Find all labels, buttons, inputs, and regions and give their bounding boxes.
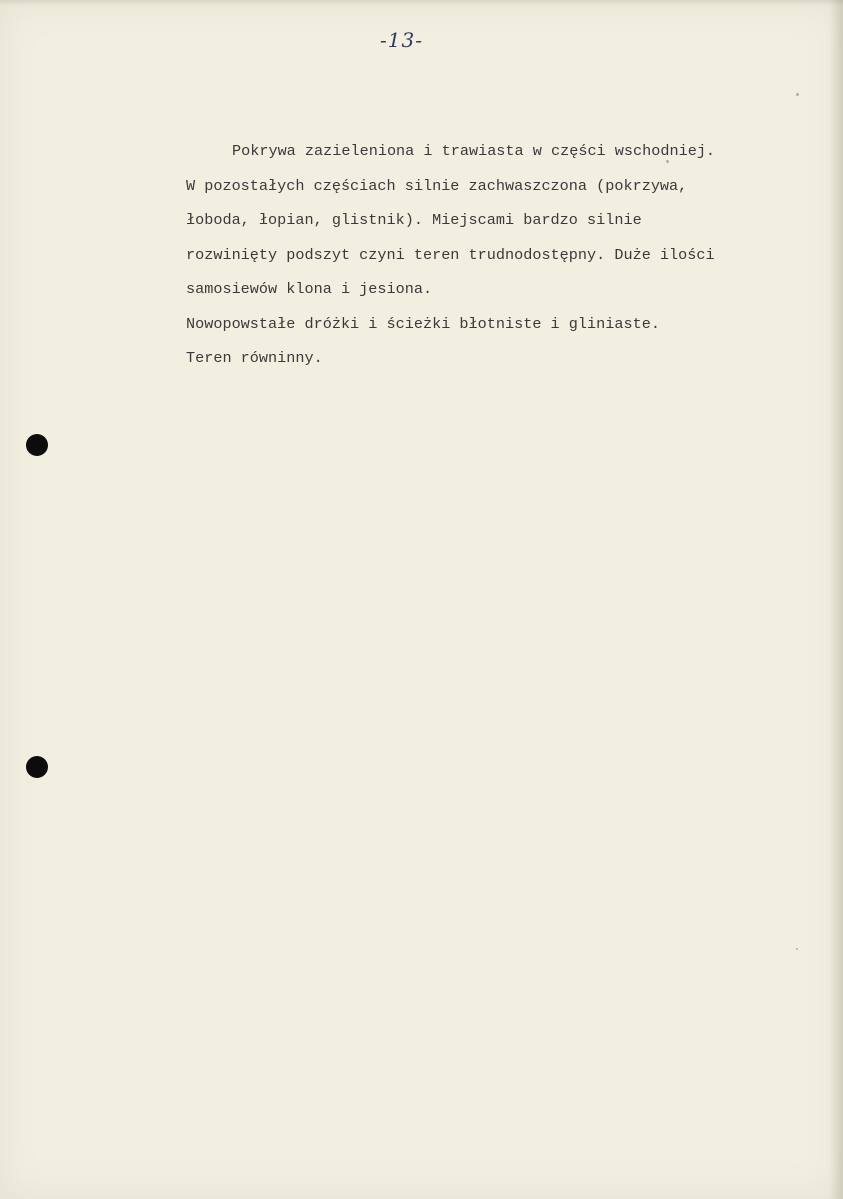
text-line: rozwinięty podszyt czyni teren trudnodostępny. Duże ilości: [186, 245, 715, 264]
typewritten-text: [186, 134, 796, 376]
text-line: samosiewów klona i jesiona.: [186, 280, 433, 298]
punch-hole: [26, 434, 48, 456]
text-line: łoboda, łopian, glistnik). Miejscami bardzo silnie: [186, 211, 642, 229]
paper-speck: [796, 948, 798, 950]
paper-right-edge: [829, 0, 843, 1199]
text-line: Nowopowstałe dróżki i ścieżki błotniste i gliniaste.: [186, 314, 660, 333]
paper-speck: [796, 93, 799, 96]
punch-hole: [26, 756, 48, 778]
text-line: W pozostałych częściach silnie zachwaszczona (pokrzywa,: [186, 176, 688, 195]
paper-top-edge: [0, 0, 843, 6]
text-line: Pokrywa zazieleniona i trawiasta w części wschodniej.: [232, 142, 716, 160]
text-line: Teren równinny.: [186, 349, 323, 367]
paper-speck: [666, 160, 669, 163]
page-number: -13-: [380, 28, 423, 52]
